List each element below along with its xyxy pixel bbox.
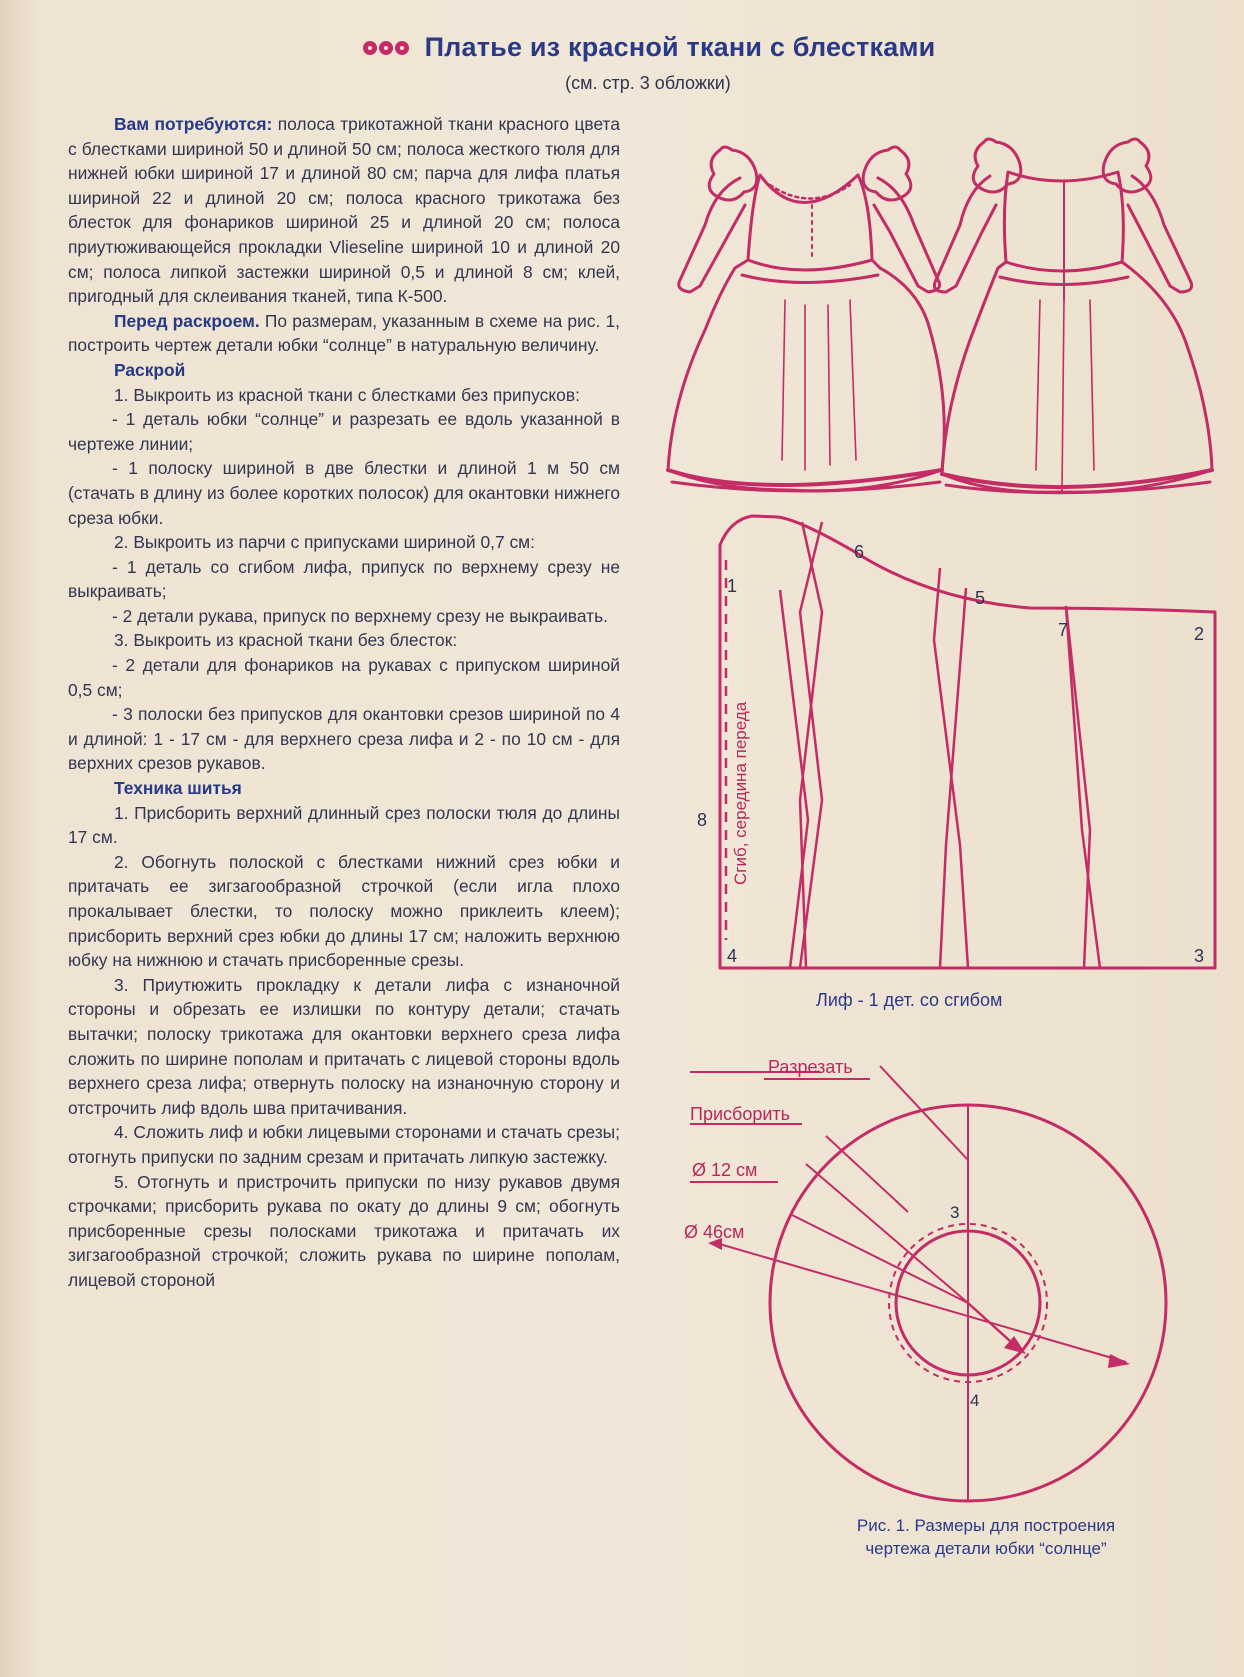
page-subtitle: (см. стр. 3 обложки): [565, 73, 731, 93]
page-title: Платье из красной ткани с блестками: [424, 32, 936, 62]
dress-front-illustration: [668, 147, 944, 491]
skirt-outer-diameter-label: Ø 46см: [684, 1222, 745, 1242]
bodice-caption: Лиф - 1 дет. со сгибом: [816, 990, 1003, 1010]
bodice-point-5: 5: [975, 588, 986, 608]
dress-back-illustration: [934, 139, 1212, 493]
bodice-point-6: 6: [854, 542, 865, 562]
sew-step-2: 2. Обогнуть полоской с блестками нижний срез юбки и притачать ее зигзагообразной строчкой (если игла плохо прокалывает блестки, то полоску можно приклеить клеем); присборить верхний срез юбки до длины 17 см; наложить верхнюю юбку на нижнюю и стачать присборенные срезы.: [68, 851, 620, 971]
skirt-gather-label: Присборить: [690, 1104, 791, 1124]
cut-step-2b: - 2 детали рукава, припуск по верхнему срезу не выкраивать.: [112, 605, 608, 626]
bodice-point-7: 7: [1058, 620, 1069, 640]
sew-step-4: 4. Сложить лиф и юбки лицевыми сторонами и стачать срезы; отогнуть припуски по задним срезам и притачать липкую застежку.: [68, 1122, 620, 1167]
cut-step-1b: - 1 полоску шириной в две блестки и длиной 1 м 50 см (стачать в длину из более коротких полосок) для окантовки нижнего среза юбки.: [68, 458, 620, 528]
skirt-point-4: 4: [970, 1391, 980, 1410]
skirt-cut-label: Разрезать: [768, 1057, 853, 1077]
intro-lead: Вам потребуются:: [114, 114, 273, 134]
sewing-heading: Техника шитья: [114, 778, 242, 799]
cut-step-1: 1. Выкроить из красной ткани с блестками без припусков:: [114, 384, 580, 405]
skirt-figure-caption: [808, 1514, 1164, 1560]
intro-text: полоса трикотажной ткани красного цвета с блестками шириной 50 и длиной 50 см; полоса жесткого тюля для нижней юбки шириной 17 и длиной 80 см; парча для лифа платья шириной 22 и длиной 20 см; полоса красного трикотажа без блесток для фонариков шириной 25 и длиной 20 см; полоса приутюживающейся прокладки Vlieseline шириной 10 и длиной 20 см; полоса липкой застежки шириной 0,5 и длиной 8 см; клей, пригодный для склеивания тканей, типа К-500.: [68, 114, 620, 307]
cutting-heading: Раскрой: [114, 359, 186, 380]
bodice-pattern: [720, 516, 1215, 968]
sew-step-3: 3. Приутюжить прокладку к детали лифа с изнаночной стороны и обрезать ее излишки по контуру детали; стачать вытачки; полоску трикотажа для окантовки верхнего среза лифа сложить по ширине пополам и притачать с лицевой стороны вдоль верхнего среза лифа; отвернуть полоску на изнаночную сторону и отстрочить лиф вдоль шва притачивания.: [68, 974, 620, 1118]
sew-step-5: 5. Отогнуть и пристрочить припуски по низу рукавов двумя строчками; присборить рукава по окату до длины 9 см; обогнуть присборенные срезы полосками трикотажа и притачать их зигзагообразной строчкой; сложить рукава по ширине пополам, лицевой стороной: [68, 1171, 620, 1290]
cut-step-2: 2. Выкроить из парчи с припусками шириной 0,7 см:: [114, 532, 535, 553]
bodice-point-2: 2: [1194, 624, 1205, 644]
skirt-inner-diameter-label: Ø 12 см: [692, 1160, 758, 1180]
bodice-point-1: 1: [727, 576, 738, 596]
cut-step-3: 3. Выкроить из красной ткани без блесток:: [114, 630, 458, 651]
sew-step-1: 1. Присборить верхний длинный срез полоски тюля до длины 17 см.: [68, 802, 620, 848]
skirt-point-3: 3: [950, 1203, 960, 1222]
bodice-point-3: 3: [1194, 946, 1205, 966]
skirt-caption-line-2: чертежа детали юбки “солнце”: [865, 1539, 1107, 1558]
cut-step-3b: - 3 полоски без припусков для окантовки срезов шириной по 4 и длиной: 1 - 17 см - для верхнего среза лифа и 2 - по 10 см - для верхних срезов рукавов.: [68, 704, 620, 774]
cut-step-2a: - 1 деталь со сгибом лифа, припуск по верхнему срезу не выкраивать;: [68, 556, 620, 602]
cut-step-3a: - 2 детали для фонариков на рукавах с припуском шириной 0,5 см;: [68, 655, 620, 700]
bodice-point-4: 4: [727, 946, 738, 966]
bodice-fold-label: Сгиб, середина переда: [731, 701, 750, 885]
before-lead: Перед раскроем.: [114, 310, 260, 331]
skirt-circle-pattern: [690, 1066, 1166, 1501]
skirt-caption-line-1: Рис. 1. Размеры для построения: [856, 1516, 1116, 1535]
bodice-point-8: 8: [697, 810, 708, 830]
cut-step-1a: - 1 деталь юбки “солнце” и разрезать ее вдоль указанной в чертеже линии;: [68, 409, 620, 454]
before-text: По размерам, указанным в схеме на рис. 1, построить чертеж детали юбки “солнце” в натуральную величину.: [68, 310, 620, 356]
